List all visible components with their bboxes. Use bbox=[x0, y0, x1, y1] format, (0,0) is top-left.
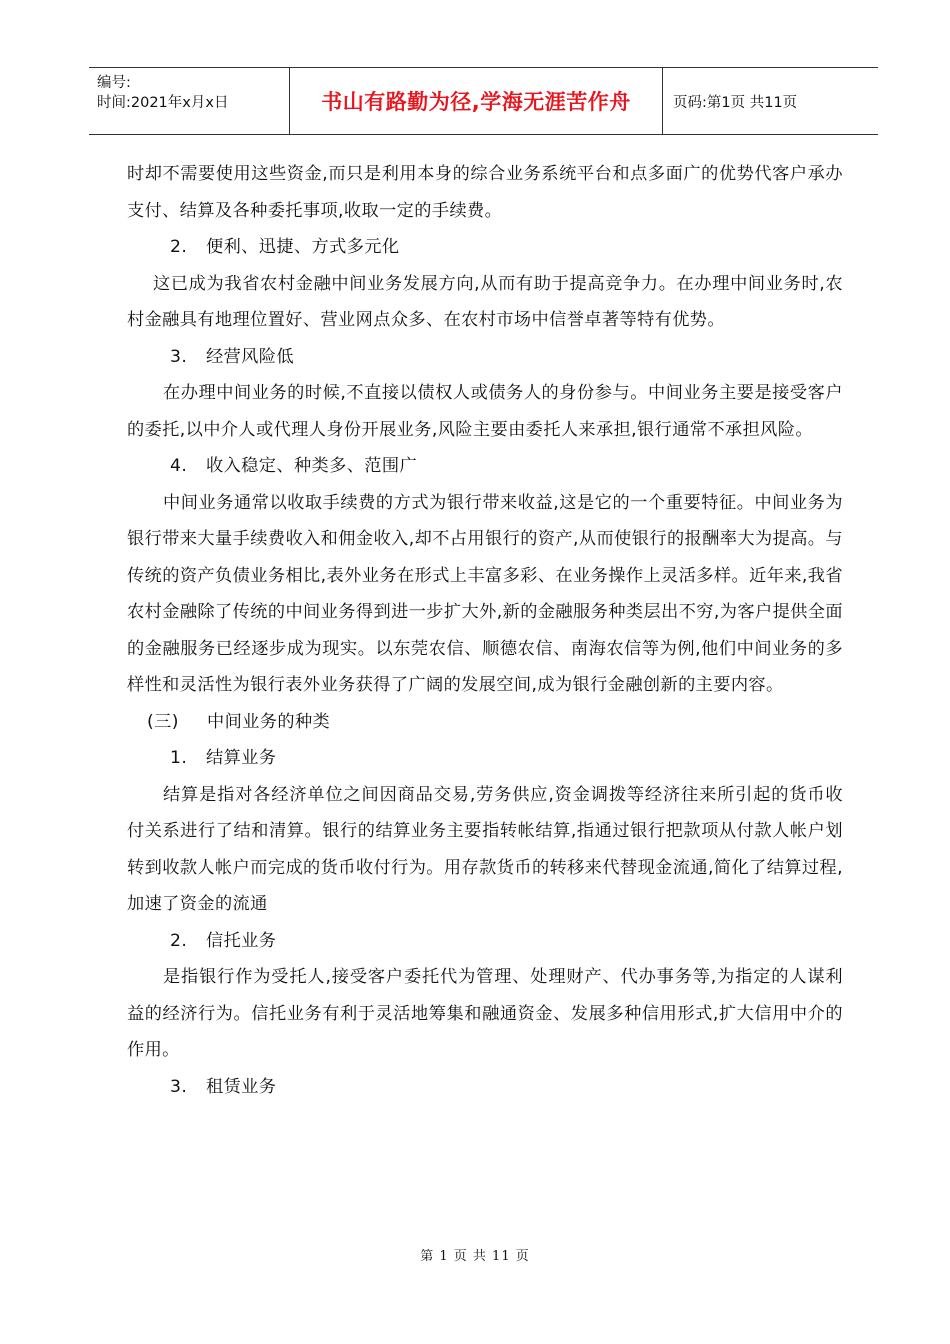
section-heading bbox=[127, 339, 843, 376]
section-title: 便利、迅捷、方式多元化 bbox=[206, 237, 400, 257]
header-meta-cell bbox=[89, 68, 290, 134]
section-number: 2. bbox=[170, 237, 188, 257]
header-table bbox=[89, 67, 878, 135]
paragraph: 结算是指对各经济单位之间因商品交易,劳务供应,资金调拨等经济往来所引起的货币收付关系进行了结和清算。银行的结算业务主要指转帐结算,指通过银行把款项从付款人帐户划转到收款人帐户而完成的货币收付行为。用存款货币的转移来代替现金流通,简化了结算过程,加速了资金的流通 bbox=[127, 784, 843, 914]
section-number: 2. bbox=[170, 930, 188, 951]
section-title: 信托业务 bbox=[206, 930, 277, 951]
section-heading bbox=[127, 740, 843, 777]
paragraph: 中间业务通常以收取手续费的方式为银行带来收益,这是它的一个重要特征。中间业务为银行带来大量手续费收入和佣金收入,却不占用银行的资产,从而使银行的报酬率大为提高。与传统的资产负债业务相比,表外业务在形式上丰富多彩、在业务操作上灵活多样。近年来,我省农村金融除了传统的中间业务得到进一步扩大外,新的金融服务种类层出不穷,为客户提供全面的金融服务已经逐步成为现实。以东莞农信、顺德农信、南海农信等为例,他们中间业务的多样性和灵活性为银行表外业务获得了广阔的发展空间,成为银行金融创新的主要内容。 bbox=[127, 492, 843, 695]
header-page-info: 页码:第1页 共11页 bbox=[673, 94, 798, 111]
section-title: 结算业务 bbox=[206, 748, 277, 768]
document-number-label: 编号: bbox=[97, 75, 131, 91]
paragraph: 这已成为我省农村金融中间业务发展方向,从而有助于提高竞争力。在办理中间业务时,农村金融具有地理位置好、营业网点众多、在农村市场中信誉卓著等特有优势。 bbox=[127, 273, 843, 330]
section-title: 经营风险低 bbox=[206, 346, 294, 367]
section-number: 1. bbox=[170, 748, 188, 768]
section-number: 3. bbox=[170, 1076, 188, 1097]
section-number: 3. bbox=[170, 346, 188, 367]
document-body bbox=[127, 156, 843, 1105]
section-number: 4. bbox=[170, 456, 188, 476]
section-heading bbox=[127, 229, 843, 266]
paragraph: 是指银行作为受托人,接受客户委托代为管理、处理财产、代办事务等,为指定的人谋利益的经济行为。信托业务有利于灵活地筹集和融通资金、发展多种信用形式,扩大信用中介的作用。 bbox=[127, 967, 843, 1060]
header-motto: 书山有路勤为径,学海无涯苦作舟 bbox=[290, 68, 663, 134]
page-footer: 第 1 页 共 11 页 bbox=[420, 1249, 530, 1264]
document-time-label: 时间:2021年x月x日 bbox=[97, 95, 229, 111]
section-title: 收入稳定、种类多、范围广 bbox=[206, 456, 418, 476]
section-title: 中间业务的种类 bbox=[207, 711, 331, 732]
section-heading bbox=[127, 923, 843, 960]
section-heading bbox=[127, 704, 843, 741]
section-number: (三) bbox=[147, 711, 179, 732]
section-heading bbox=[127, 448, 843, 485]
section-title: 租赁业务 bbox=[206, 1076, 277, 1097]
paragraph: 在办理中间业务的时候,不直接以债权人或债务人的身份参与。中间业务主要是接受客户的委托,以中介人或代理人身份开展业务,风险主要由委托人来承担,银行通常不承担风险。 bbox=[127, 383, 843, 440]
section-heading bbox=[127, 1069, 843, 1106]
paragraph: 时却不需要使用这些资金,而只是利用本身的综合业务系统平台和点多面广的优势代客户承办支付、结算及各种委托事项,收取一定的手续费。 bbox=[127, 164, 843, 221]
